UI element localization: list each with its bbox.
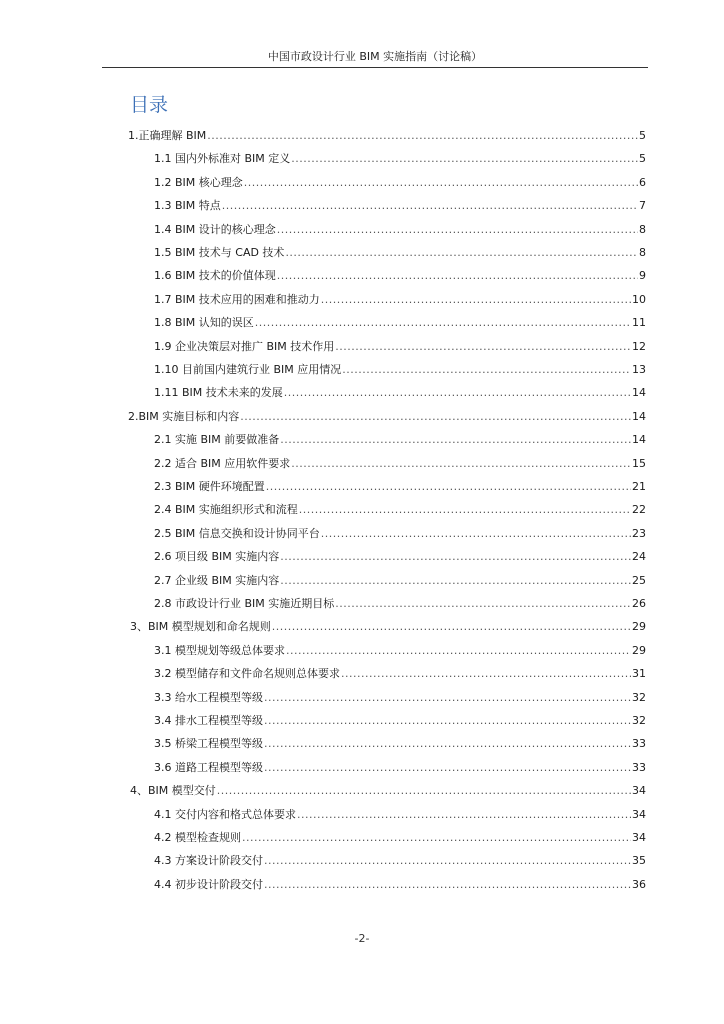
toc-entry[interactable] <box>154 196 646 216</box>
toc-entry-page: 29 <box>632 643 646 657</box>
toc-dot-leader <box>335 594 631 614</box>
toc-entry-page: 10 <box>632 292 646 306</box>
toc-entry-page: 33 <box>632 737 646 751</box>
toc-entry-page: 35 <box>632 854 646 868</box>
toc-dot-leader <box>240 407 631 427</box>
toc-entry-label: 2.8 市政设计行业 BIM 实施近期目标 <box>154 597 335 610</box>
toc-entry[interactable] <box>154 477 646 497</box>
toc-entry-page: 23 <box>632 526 646 540</box>
toc-entry-label: 1.7 BIM 技术应用的困难和推动力 <box>154 292 320 306</box>
toc-entry-label: 3.1 模型规划等级总体要求 <box>154 643 285 657</box>
toc-entry-page: 26 <box>632 597 646 610</box>
toc-entry-label: 1.5 BIM 技术与 CAD 技术 <box>154 246 285 259</box>
toc-entry[interactable] <box>154 313 646 333</box>
toc-entry-page: 7 <box>639 199 646 213</box>
toc-dot-leader <box>285 243 638 263</box>
toc-dot-leader <box>264 688 631 708</box>
toc-dot-leader <box>207 126 638 146</box>
toc-entry-page: 11 <box>632 316 646 330</box>
toc-entry-label: 3.4 排水工程模型等级 <box>154 714 263 727</box>
toc-entry[interactable] <box>154 243 646 263</box>
toc-dot-leader <box>321 524 631 544</box>
toc-entry-page: 34 <box>632 831 646 844</box>
toc-entry-page: 24 <box>632 550 646 564</box>
toc-entry-label: 4、BIM 模型交付 <box>130 784 216 798</box>
toc-entry[interactable] <box>154 641 646 661</box>
toc-entry[interactable] <box>154 220 646 240</box>
toc-entry-page: 36 <box>632 877 646 891</box>
toc-entry-label: 1.11 BIM 技术未来的发展 <box>154 386 283 400</box>
toc-dot-leader <box>297 805 631 825</box>
toc-dot-leader <box>272 617 631 637</box>
toc-entry[interactable] <box>154 594 646 614</box>
toc-entry-page: 6 <box>639 175 646 189</box>
toc-entry[interactable] <box>128 126 646 146</box>
toc-dot-leader <box>335 337 631 357</box>
toc-entry-label: 4.1 交付内容和格式总体要求 <box>154 807 296 821</box>
toc-entry[interactable] <box>154 875 646 895</box>
toc-entry-page: 29 <box>632 620 646 634</box>
toc-entry[interactable] <box>154 711 646 731</box>
toc-entry-page: 34 <box>632 807 646 821</box>
toc-entry[interactable] <box>154 851 646 871</box>
toc-title: 目录 <box>130 94 169 116</box>
toc-entry[interactable] <box>154 688 646 708</box>
toc-entry-label: 1.3 BIM 特点 <box>154 199 221 213</box>
toc-dot-leader <box>342 360 631 380</box>
toc-entry[interactable] <box>154 571 646 591</box>
toc-entry[interactable] <box>154 524 646 544</box>
toc-entry[interactable] <box>154 664 646 684</box>
toc-entry-label: 3.3 给水工程模型等级 <box>154 690 263 704</box>
toc-dot-leader <box>217 781 631 801</box>
toc-entry-label: 1.4 BIM 设计的核心理念 <box>154 222 276 236</box>
toc-entry-label: 1.2 BIM 核心理念 <box>154 175 243 189</box>
toc-entry-page: 5 <box>639 129 646 142</box>
toc-dot-leader <box>291 149 638 169</box>
toc-dot-leader <box>291 454 631 474</box>
toc-entry-page: 14 <box>632 433 646 447</box>
toc-entry[interactable] <box>154 500 646 520</box>
toc-entry-label: 1.10 目前国内建筑行业 BIM 应用情况 <box>154 363 342 376</box>
toc-entry-label: 正确理解 BIM <box>138 129 207 142</box>
toc-entry-page: 8 <box>639 222 646 236</box>
toc-entry[interactable] <box>154 805 646 825</box>
toc-entry-page: 8 <box>639 246 646 259</box>
toc-entry-label: 2.1 实施 BIM 前要做准备 <box>154 433 280 447</box>
toc-entry-label: 3.5 桥梁工程模型等级 <box>154 737 263 751</box>
toc-entry-page: 14 <box>632 409 646 423</box>
toc-entry-label: 2.7 企业级 BIM 实施内容 <box>154 573 280 587</box>
toc-entry-page: 32 <box>632 714 646 727</box>
toc-entry-page: 25 <box>632 573 646 587</box>
toc-entry[interactable] <box>154 266 646 286</box>
toc-dot-leader <box>321 290 631 310</box>
toc-entry-label: 1.6 BIM 技术的价值体现 <box>154 269 276 283</box>
toc-entry-label: 2.5 BIM 信息交换和设计协同平台 <box>154 526 320 540</box>
toc-dot-leader <box>277 220 638 240</box>
toc-entry-label: 1.9 企业决策层对推广 BIM 技术作用 <box>154 339 335 353</box>
toc-entry[interactable] <box>154 383 646 403</box>
toc-entry[interactable] <box>154 149 646 169</box>
toc-dot-leader <box>277 266 638 286</box>
toc-dot-leader <box>299 500 631 520</box>
toc-entry-page: 9 <box>639 269 646 283</box>
header-title: 中国市政设计行业 BIM 实施指南（讨论稿） <box>267 50 483 63</box>
toc-entry-label: 3、BIM 模型规划和命名规则 <box>130 620 271 634</box>
toc-entry-number: 1. <box>128 129 139 142</box>
toc-entry-page: 33 <box>632 760 646 774</box>
toc-entry[interactable] <box>154 828 646 848</box>
toc-entry-label: 1.1 国内外标准对 BIM 定义 <box>154 152 291 166</box>
toc-dot-leader <box>280 547 631 567</box>
toc-entry[interactable] <box>154 758 646 778</box>
toc-entry-page: 14 <box>632 386 646 400</box>
toc-dot-leader <box>264 875 631 895</box>
toc-dot-leader <box>242 828 631 848</box>
toc-entry-page: 31 <box>632 667 646 681</box>
toc-dot-leader <box>264 851 631 871</box>
toc-entry[interactable] <box>154 360 646 380</box>
toc-entry-page: 22 <box>632 503 646 517</box>
toc-dot-leader <box>280 571 631 591</box>
toc-dot-leader <box>244 173 638 193</box>
toc-entry-label: 1.8 BIM 认知的误区 <box>154 316 254 330</box>
toc-entry[interactable] <box>154 290 646 310</box>
toc-entry-label: 2.6 项目级 BIM 实施内容 <box>154 550 280 564</box>
toc-entry[interactable] <box>154 547 646 567</box>
toc-entry-page: 32 <box>632 690 646 704</box>
toc-dot-leader <box>341 664 631 684</box>
toc-entry-label: 2.3 BIM 硬件环境配置 <box>154 480 265 493</box>
page-header <box>102 47 648 68</box>
toc-dot-leader <box>286 641 631 661</box>
toc-dot-leader <box>266 477 631 497</box>
toc-entry-label: 4.3 方案设计阶段交付 <box>154 854 263 868</box>
toc-entry-label: 4.2 模型检查规则 <box>154 831 241 844</box>
toc-entry-page: 5 <box>639 152 646 166</box>
toc-entry-label: 2.2 适合 BIM 应用软件要求 <box>154 456 291 470</box>
toc-dot-leader <box>284 383 631 403</box>
toc-entry-label: 4.4 初步设计阶段交付 <box>154 877 263 891</box>
toc-entry[interactable] <box>154 454 646 474</box>
toc-entry[interactable] <box>154 173 646 193</box>
toc-entry-page: 21 <box>632 480 646 493</box>
toc-dot-leader <box>222 196 638 216</box>
page-number: -2- <box>354 932 370 945</box>
toc-dot-leader <box>264 711 631 731</box>
toc-entry-label: BIM 实施目标和内容 <box>138 409 240 423</box>
toc-entry-number: 2. <box>128 409 139 423</box>
toc-dot-leader <box>255 313 631 333</box>
toc-dot-leader <box>264 758 631 778</box>
toc-entry[interactable] <box>154 430 646 450</box>
toc-entry[interactable] <box>154 734 646 754</box>
toc-entry-page: 34 <box>632 784 646 798</box>
toc-entry-page: 12 <box>632 339 646 353</box>
toc-entry[interactable] <box>154 337 646 357</box>
toc-dot-leader <box>280 430 631 450</box>
toc-dot-leader <box>264 734 631 754</box>
toc-entry-label: 2.4 BIM 实施组织形式和流程 <box>154 503 298 517</box>
toc-entry-label: 3.6 道路工程模型等级 <box>154 760 263 774</box>
toc-entry-label: 3.2 模型储存和文件命名规则总体要求 <box>154 667 340 681</box>
toc-entry[interactable] <box>130 781 646 801</box>
toc-entry-page: 15 <box>632 456 646 470</box>
toc-entry[interactable] <box>128 407 646 427</box>
toc-entry[interactable] <box>130 617 646 637</box>
toc-entry-page: 13 <box>632 363 646 376</box>
